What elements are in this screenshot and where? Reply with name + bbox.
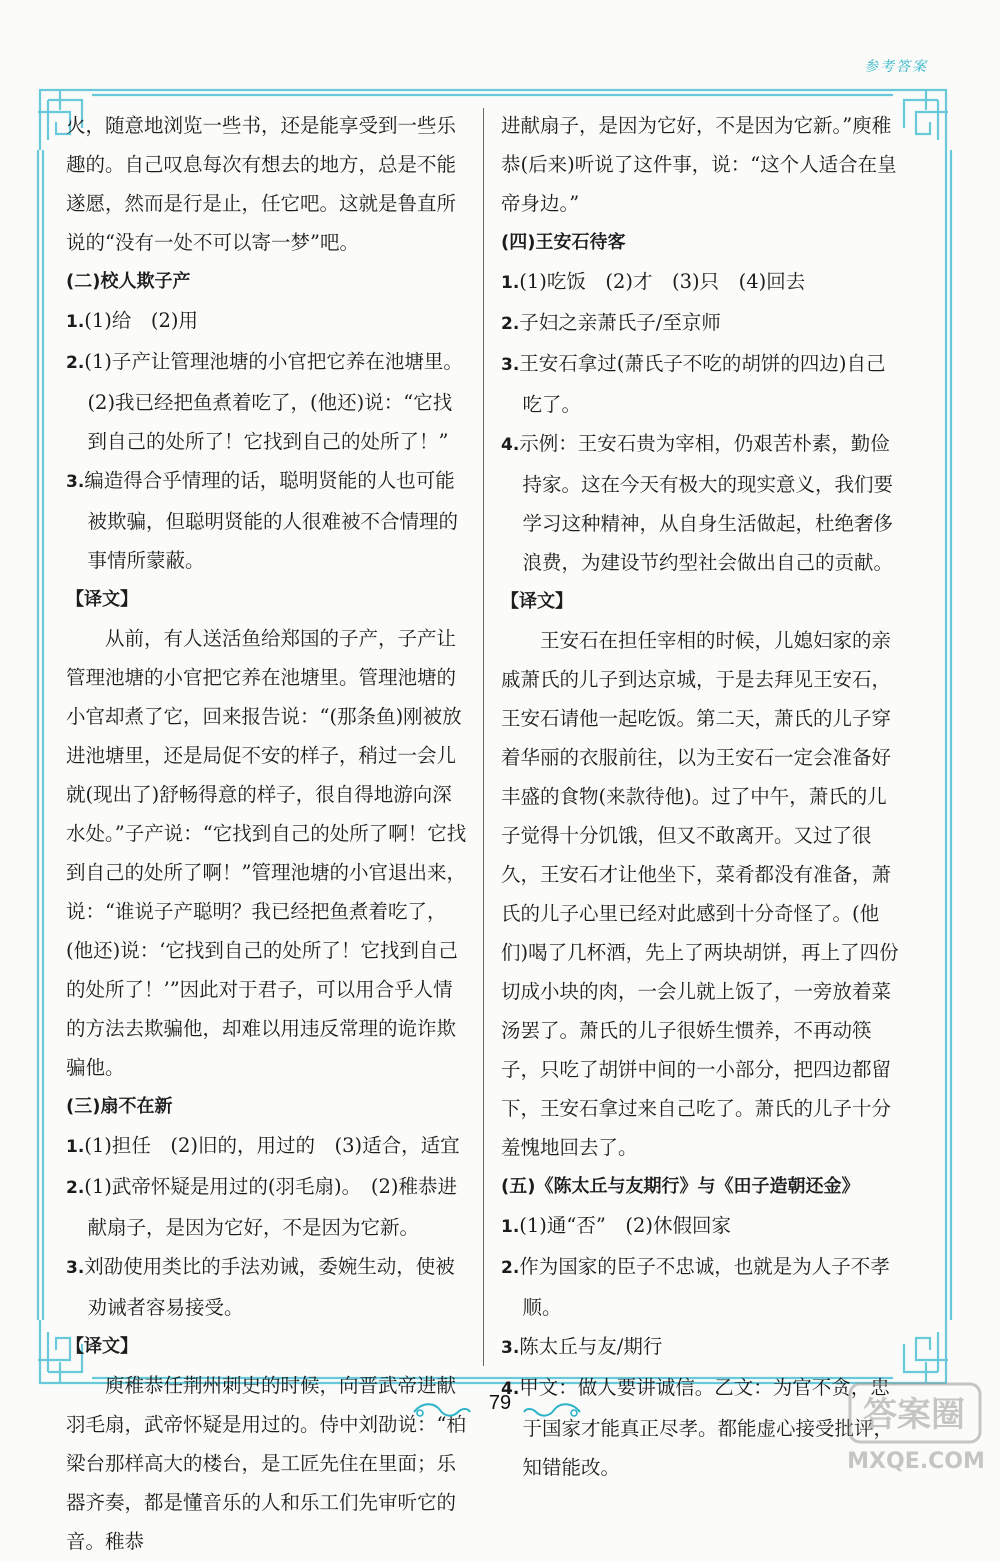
watermark-text-cn: 答案圈 (863, 1395, 965, 1435)
left-intro-text: 火，随意地浏览一些书，还是能享受到一些乐趣的。自己叹息每次有想去的地方，总是不能遂愿，然而是行是止，任它吧。这就是鲁直所说的“没有一处不可以寄一梦”吧。 (66, 114, 457, 254)
s3-item (66, 1126, 468, 1167)
s2-item-num: 3. (66, 472, 85, 492)
s4-item (501, 262, 903, 303)
s2-item-num: 1. (66, 312, 85, 332)
s3-item-text: (1)武帝怀疑是用过的(羽毛扇)。 (2)稚恭进献扇子，是因为它好，不是因为它新。 (84, 1175, 458, 1239)
s5-item-text: (1)通“否” (2)休假回家 (519, 1214, 731, 1237)
s4-item-num: 2. (501, 314, 520, 334)
s5-item (501, 1327, 903, 1368)
s3-item (66, 1247, 468, 1327)
s2-item-text: (2)我已经把鱼煮着吃了，(他还)说：“它找到自己的处所了！它找到自己的处所了！” (87, 391, 453, 453)
s2-item (66, 383, 468, 461)
s2-item-text: (1)子产让管理池塘的小官把它养在池塘里。 (84, 350, 463, 373)
s3-item (66, 1167, 468, 1247)
s5-item-text: 作为国家的臣子不忠诚，也就是为人子不孝顺。 (519, 1255, 890, 1319)
s4-item-num: 4. (501, 435, 520, 455)
page-number: 79 (488, 1392, 512, 1414)
s3-item-text: 刘劭使用类比的手法劝诫，委婉生动，使被劝诫者容易接受。 (84, 1255, 455, 1319)
section-2-title: (二)校人欺子产 (66, 271, 191, 292)
s4-item-text: 子妇之亲萧氏子/至京师 (519, 311, 721, 334)
s2-item-num: 2. (66, 353, 85, 373)
s3-item-num: 1. (66, 1137, 85, 1157)
s3-yiwen-label: 【译文】 (66, 1336, 138, 1357)
s4-item-num: 3. (501, 355, 520, 375)
s4-yiwen-label: 【译文】 (501, 591, 573, 612)
s4-item-text: (1)吃饭 (2)才 (3)只 (4)回去 (519, 270, 806, 293)
s5-item-text: 陈太丘与友/期行 (519, 1335, 663, 1358)
section-3-title: (三)扇不在新 (66, 1096, 173, 1117)
s5-item (501, 1247, 903, 1327)
s3-yiwen-text: 庾稚恭任荆州刺史的时候，向晋武帝进献羽毛扇，武帝怀疑是用过的。侍中刘劭说：“柏梁台那样高大的楼台，是工匠先住在里面；乐器齐奏，都是懂音乐的人和乐工们先审听它的音。稚恭 (66, 1374, 466, 1553)
s5-item (501, 1368, 903, 1487)
watermark-text-en: MXQE.COM (847, 1449, 985, 1474)
s2-item (66, 342, 468, 383)
s5-item-num: 2. (501, 1258, 520, 1278)
s4-item (501, 344, 903, 424)
right-intro-text: 进献扇子，是因为它好，不是因为它新。”庾稚恭(后来)听说了这件事，说：“这个人适合在皇帝身边。” (501, 114, 897, 215)
s5-item-num: 4. (501, 1379, 520, 1399)
s4-item (501, 303, 903, 344)
s4-item-text: 示例：王安石贵为宰相，仍艰苦朴素，勤俭持家。这在今天有极大的现实意义，我们要学习这种精神，从自身生活做起，杜绝奢侈浪费，为建设节约型社会做出自己的贡献。 (519, 432, 893, 574)
s3-item-text: (1)担任 (2)旧的，用过的 (3)适合，适宜 (84, 1134, 460, 1157)
s5-item (501, 1206, 903, 1247)
watermark-logo (846, 1380, 986, 1476)
s2-yiwen-text: 从前，有人送活鱼给郑国的子产，子产让管理池塘的小官把它养在池塘里。管理池塘的小官却煮了它，回来报告说：“(那条鱼)刚被放进池塘里，还是局促不安的样子，稍过一会儿就(现出了)舒畅得意的样子，很自得地游向深水处。”子产说：“它找到自己的处所了啊！它找到自己的处所了啊！”管理池塘的小官退出来，说：“谁说子产聪明？我已经把鱼煮着吃了，(他还)说：‘它找到自己的处所了！它找到自己的处所了！’”因此对于君子，可以用合乎人情的方法去欺骗他，却难以用违反常理的诡诈欺骗他。 (66, 627, 467, 1079)
left-column (66, 106, 468, 1561)
section-4-title: (四)王安石待客 (501, 232, 626, 253)
s4-yiwen-text: 王安石在担任宰相的时候，儿媳妇家的亲戚萧氏的儿子到达京城，于是去拜见王安石，王安石请他一起吃饭。第二天，萧氏的儿子穿着华丽的衣服前往，以为王安石一定会准备好丰盛的食物(来款待他)。过了中午，萧氏的儿子觉得十分饥饿，但又不敢离开。又过了很久，王安石才让他坐下，菜肴都没有准备，萧氏的儿子心里已经对此感到十分奇怪了。(他们)喝了几杯酒，先上了两块胡饼，再上了四份切成小块的肉，一会儿就上饭了，一旁放着菜汤罢了。萧氏的儿子很娇生惯养，不再动筷子，只吃了胡饼中间的一小部分，把四边都留下，王安石拿过来自己吃了。萧氏的儿子十分羞愧地回去了。 (501, 629, 899, 1159)
header-tag: 参考答案 (864, 59, 928, 75)
s2-item-text: 编造得合乎情理的话，聪明贤能的人也可能被欺骗，但聪明贤能的人很难被不合情理的事情所蒙蔽。 (84, 469, 458, 572)
s4-item-text: 王安石拿过(萧氏子不吃的胡饼的四边)自己吃了。 (519, 352, 886, 416)
section-5-title: (五)《陈太丘与友期行》与《田子造朝还金》 (501, 1176, 860, 1197)
s2-item (66, 461, 468, 580)
right-column (501, 106, 903, 1487)
s5-item-num: 3. (501, 1338, 520, 1358)
s3-item-num: 2. (66, 1178, 85, 1198)
s5-item-text: 甲文：做人要讲诚信。乙文：为官不贪，忠于国家才能真正尽孝。都能虚心接受批评，知错能改。 (519, 1376, 893, 1479)
s4-item (501, 424, 903, 582)
right-swirl-ornament-icon (522, 1400, 582, 1422)
s2-item-text: (1)给 (2)用 (84, 309, 199, 332)
s4-item-num: 1. (501, 273, 520, 293)
s2-item (66, 301, 468, 342)
s5-item-num: 1. (501, 1217, 520, 1237)
s3-item-num: 3. (66, 1258, 85, 1278)
column-divider (483, 108, 484, 1366)
s2-yiwen-label: 【译文】 (66, 589, 138, 610)
